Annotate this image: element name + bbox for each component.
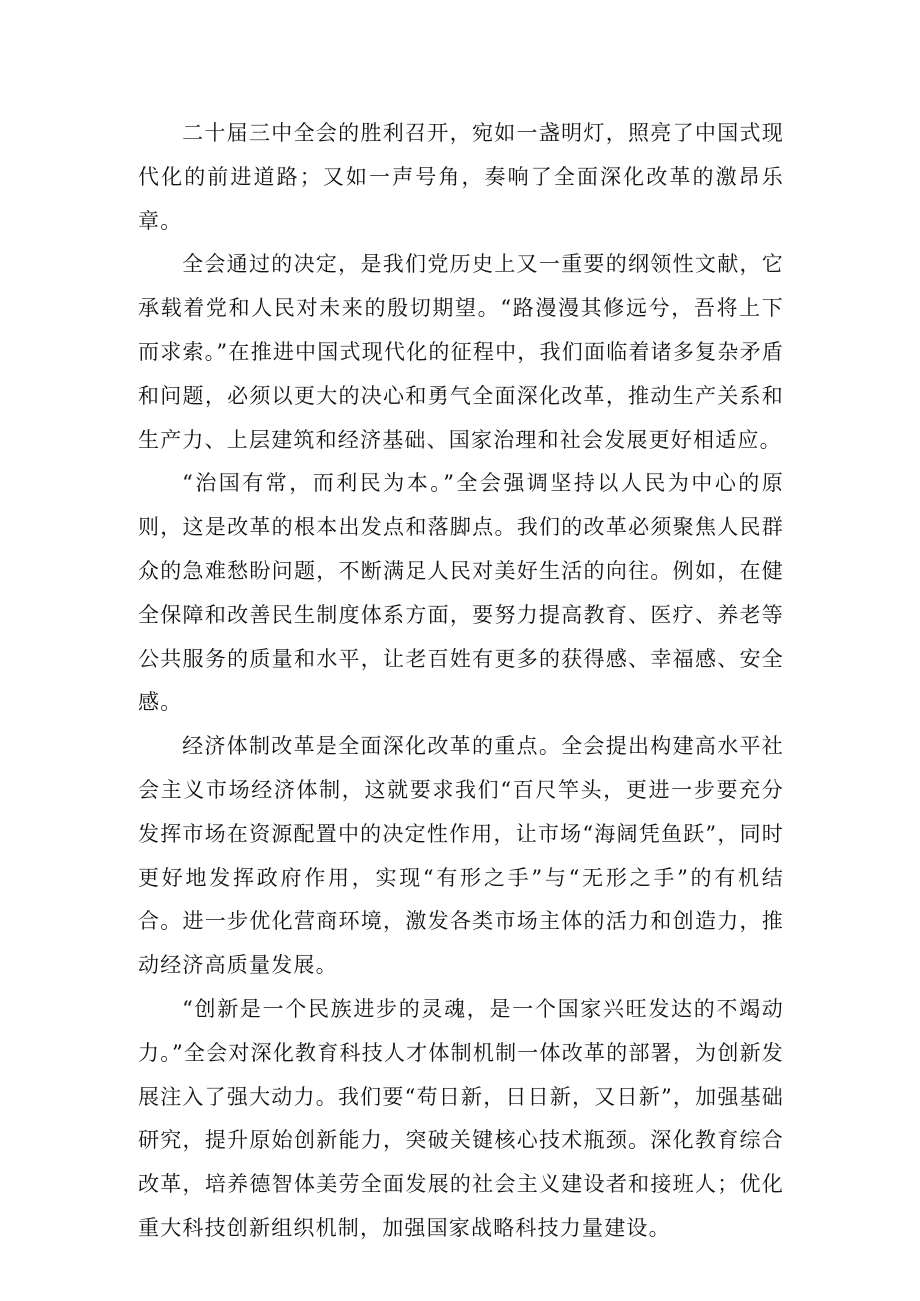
document-body	[138, 112, 784, 1251]
paragraph-3: “治国有常，而利民为本。”全会强调坚持以人民为中心的原则，这是改革的根本出发点和落脚点。我们的改革必须聚焦人民群众的急难愁盼问题，不断满足人民对美好生活的向往。例如，在健全保障和改善民生制度体系方面，要努力提高教育、医疗、养老等公共服务的质量和水平，让老百姓有更多的获得感、幸福感、安全感。	[138, 471, 784, 715]
paragraph-5: “创新是一个民族进步的灵魂，是一个国家兴旺发达的不竭动力。”全会对深化教育科技人才体制机制一体改革的部署，为创新发展注入了强大动力。我们要“苟日新，日日新，又日新”，加强基础研究，提升原始创新能力，突破关键核心技术瓶颈。深化教育综合改革，培养德智体美劳全面发展的社会主义建设者和接班人；优化重大科技创新组织机制，加强国家战略科技力量建设。	[138, 996, 784, 1240]
paragraph-2: 全会通过的决定，是我们党历史上又一重要的纲领性文献，它承载着党和人民对未来的殷切期望。“路漫漫其修远兮，吾将上下而求索。”在推进中国式现代化的征程中，我们面临着诸多复杂矛盾和问题，必须以更大的决心和勇气全面深化改革，推动生产关系和生产力、上层建筑和经济基础、国家治理和社会发展更好相适应。	[138, 252, 784, 452]
paragraph-1: 二十届三中全会的胜利召开，宛如一盏明灯，照亮了中国式现代化的前进道路；又如一声号角，奏响了全面深化改革的激昂乐章。	[138, 121, 784, 233]
paragraph-4: 经济体制改革是全面深化改革的重点。全会提出构建高水平社会主义市场经济体制，这就要求我们“百尺竿头，更进一步要充分发挥市场在资源配置中的决定性作用，让市场“海阔凭鱼跃”，同时更好地发挥政府作用，实现“有形之手”与“无形之手”的有机结合。进一步优化营商环境，激发各类市场主体的活力和创造力，推动经济高质量发展。	[138, 734, 784, 978]
